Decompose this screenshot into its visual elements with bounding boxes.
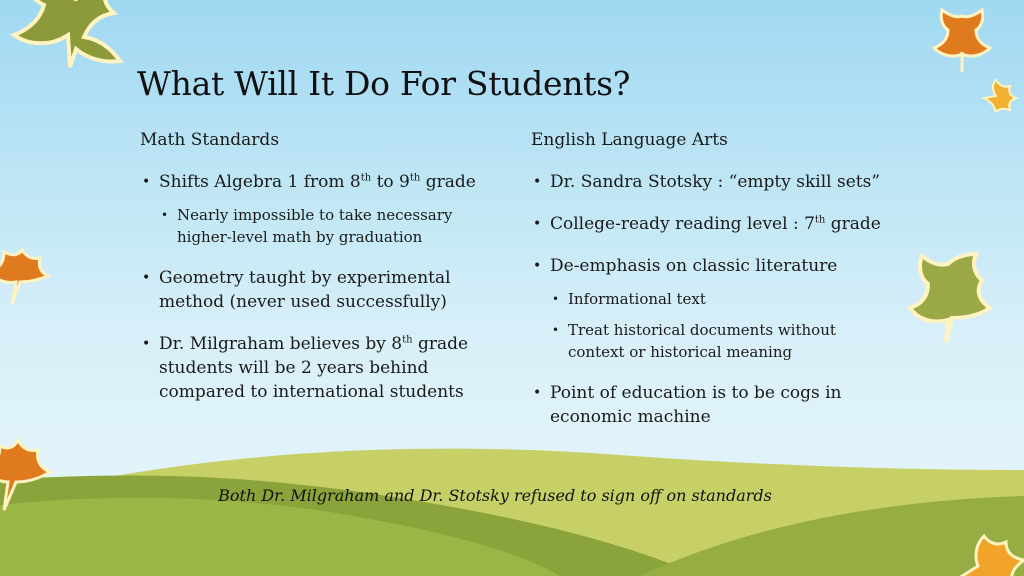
bullet-text: grade xyxy=(825,214,881,234)
bullet-stotsky: • Dr. Sandra Stotsky : “empty skill sets” xyxy=(531,170,891,194)
bullet-text: College-ready reading level : 7 xyxy=(550,214,815,234)
english-language-arts-column xyxy=(531,128,891,447)
orange-leaf-icon xyxy=(954,522,1024,576)
yellow-leaf-icon xyxy=(980,78,1018,112)
green-leaf-icon xyxy=(10,0,130,70)
bullet-classic-literature xyxy=(531,254,891,363)
slide-title: What Will It Do For Students? xyxy=(137,64,631,103)
ela-bullet-list xyxy=(531,170,891,429)
math-standards-heading: Math Standards xyxy=(140,130,280,150)
bullet-milgraham xyxy=(140,332,500,404)
bullet-text: to 9 xyxy=(371,172,410,192)
bullet-text: grade students will be 2 years behind compared to international students xyxy=(159,334,469,402)
bullet-text: Dr. Milgraham believes by 8 xyxy=(159,334,403,354)
footer-note: Both Dr. Milgraham and Dr. Stotsky refused to sign off on standards xyxy=(218,486,772,505)
ordinal-suffix: th xyxy=(402,334,413,346)
ordinal-suffix: th xyxy=(814,214,826,226)
bullet-geometry: • Geometry taught by experimental method (never used successfully) xyxy=(140,266,500,314)
bullet-text: Shifts Algebra 1 from 8 xyxy=(159,172,361,192)
english-language-arts-heading: English Language Arts xyxy=(531,130,728,150)
bullet-cogs: • Point of education is to be cogs in economic machine xyxy=(531,381,891,429)
bullet-algebra-shift xyxy=(140,170,500,248)
bullet-reading-level xyxy=(531,212,891,236)
math-bullet-list xyxy=(140,170,500,404)
ordinal-suffix: th xyxy=(409,172,421,184)
bullet-text: De-emphasis on classic literature xyxy=(550,256,838,276)
bullet-text: grade xyxy=(420,172,476,192)
sub-bullet-impossible-math: • Nearly impossible to take necessary higher-level math by graduation xyxy=(159,204,500,248)
orange-leaf-icon xyxy=(0,238,52,306)
math-standards-column xyxy=(140,128,500,422)
sub-bullet-informational-text: • Informational text xyxy=(550,288,891,310)
sub-bullet-historical-documents: • Treat historical documents without context or historical meaning xyxy=(550,319,891,363)
sub-bullet-list xyxy=(159,204,500,248)
ordinal-suffix: th xyxy=(360,172,372,184)
sub-bullet-list xyxy=(550,288,891,363)
green-leaf-icon xyxy=(906,250,994,345)
orange-leaf-icon xyxy=(932,8,994,74)
